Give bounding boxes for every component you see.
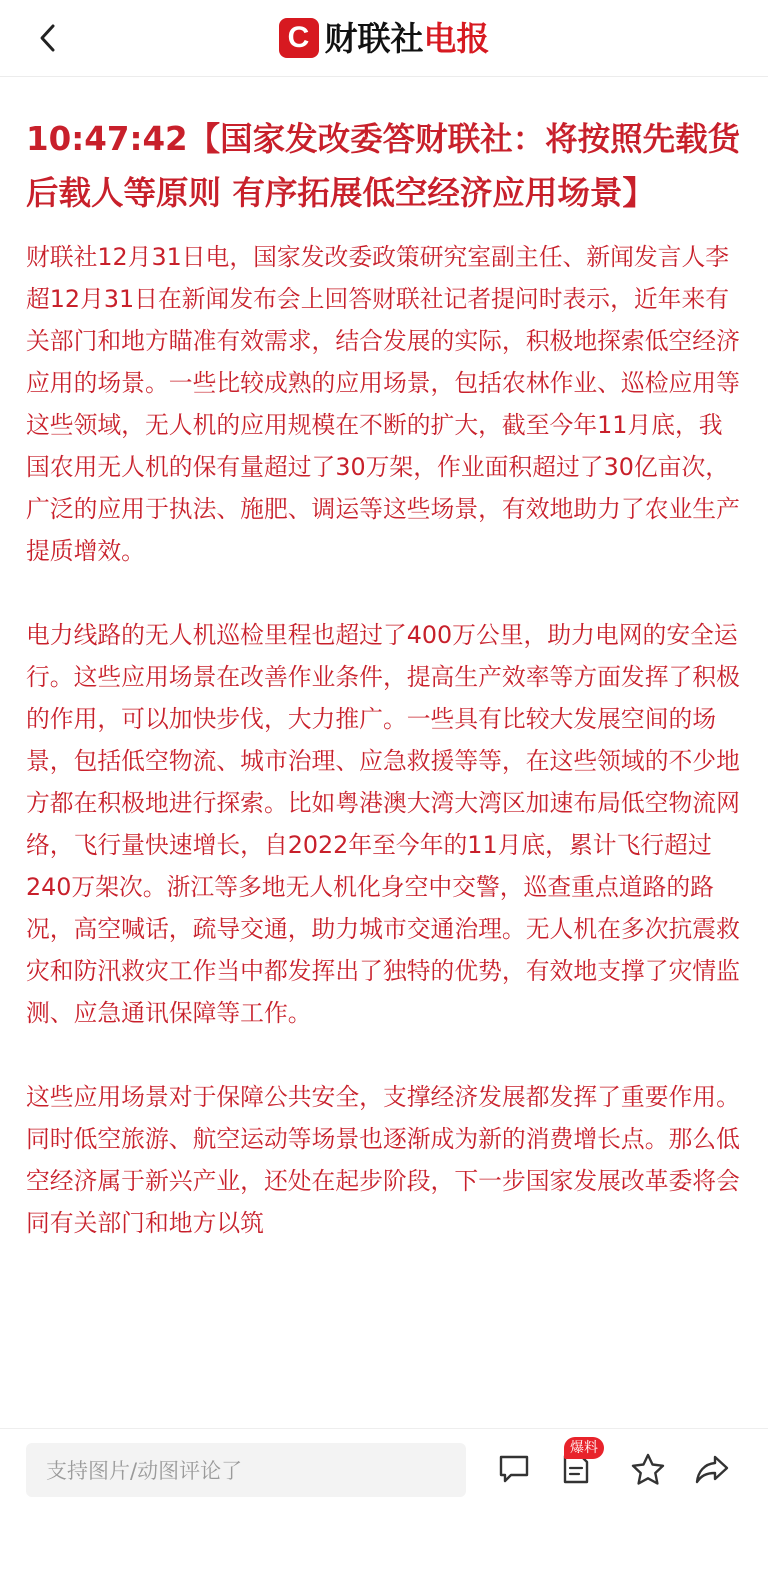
paragraph-spacer bbox=[26, 572, 742, 614]
brand-logo-icon: C bbox=[279, 18, 319, 58]
paragraph-spacer bbox=[26, 1034, 742, 1076]
article-content bbox=[26, 112, 742, 1244]
article-headline: 10:47:42【国家发改委答财联社：将按照先载货后载人等原则 有序拓展低空经济应用场景】 bbox=[26, 120, 741, 212]
brand-logo-group bbox=[0, 14, 768, 62]
comment-input[interactable]: 支持图片/动图评论了 bbox=[26, 1443, 466, 1497]
brand-title bbox=[324, 18, 490, 58]
top-navigation-bar bbox=[0, 0, 768, 77]
brand-name: 财联社 bbox=[324, 18, 424, 58]
favorite-button[interactable] bbox=[626, 1447, 670, 1491]
share-button[interactable] bbox=[690, 1447, 734, 1491]
article-paragraph-1: 财联社12月31日电，国家发改委政策研究室副主任、新闻发言人李超12月31日在新闻发布会上回答财联社记者提问时表示，近年来有关部门和地方瞄准有效需求，结合发展的实际，积极地探索低空经济应用的场景。一些比较成熟的应用场景，包括农林作业、巡检应用等这些领域，无人机的应用规模在不断的扩大，截至今年11月底，我国农用无人机的保有量超过了30万架，作业面积超过了30亿亩次，广泛的应用于执法、施肥、调运等这些场景，有效地助力了农业生产提质增效。 bbox=[26, 243, 740, 565]
comment-button[interactable] bbox=[492, 1447, 536, 1491]
article-paragraph-3: 这些应用场景对于保障公共安全，支撑经济发展都发挥了重要作用。同时低空旅游、航空运动等场景也逐渐成为新的消费增长点。那么低空经济属于新兴产业，还处在起步阶段，下一步国家发展改革委将会同有关部门和地方以筑 bbox=[26, 1083, 740, 1237]
comment-icon bbox=[497, 1453, 531, 1485]
brand-suffix: 电报 bbox=[423, 18, 490, 58]
report-badge: 爆料 bbox=[564, 1437, 604, 1459]
bottom-action-bar bbox=[0, 1428, 768, 1593]
share-icon bbox=[694, 1453, 730, 1485]
star-icon bbox=[630, 1452, 666, 1486]
article-paragraph-2: 电力线路的无人机巡检里程也超过了400万公里，助力电网的安全运行。这些应用场景在改善作业条件，提高生产效率等方面发挥了积极的作用，可以加快步伐，大力推广。一些具有比较大发展空间的场景，包括低空物流、城市治理、应急救援等等，在这些领域的不少地方都在积极地进行探索。比如粤港澳大湾大湾区加速布局低空物流网络，飞行量快速增长，自2022年至今年的11月底，累计飞行超过240万架次。浙江等多地无人机化身空中交警，巡查重点道路的路况，高空喊话，疏导交通，助力城市交通治理。无人机在多次抗震救灾和防汛救灾工作当中都发挥出了独特的优势，有效地支撑了灾情监测、应急通讯保障等工作。 bbox=[26, 621, 740, 1027]
